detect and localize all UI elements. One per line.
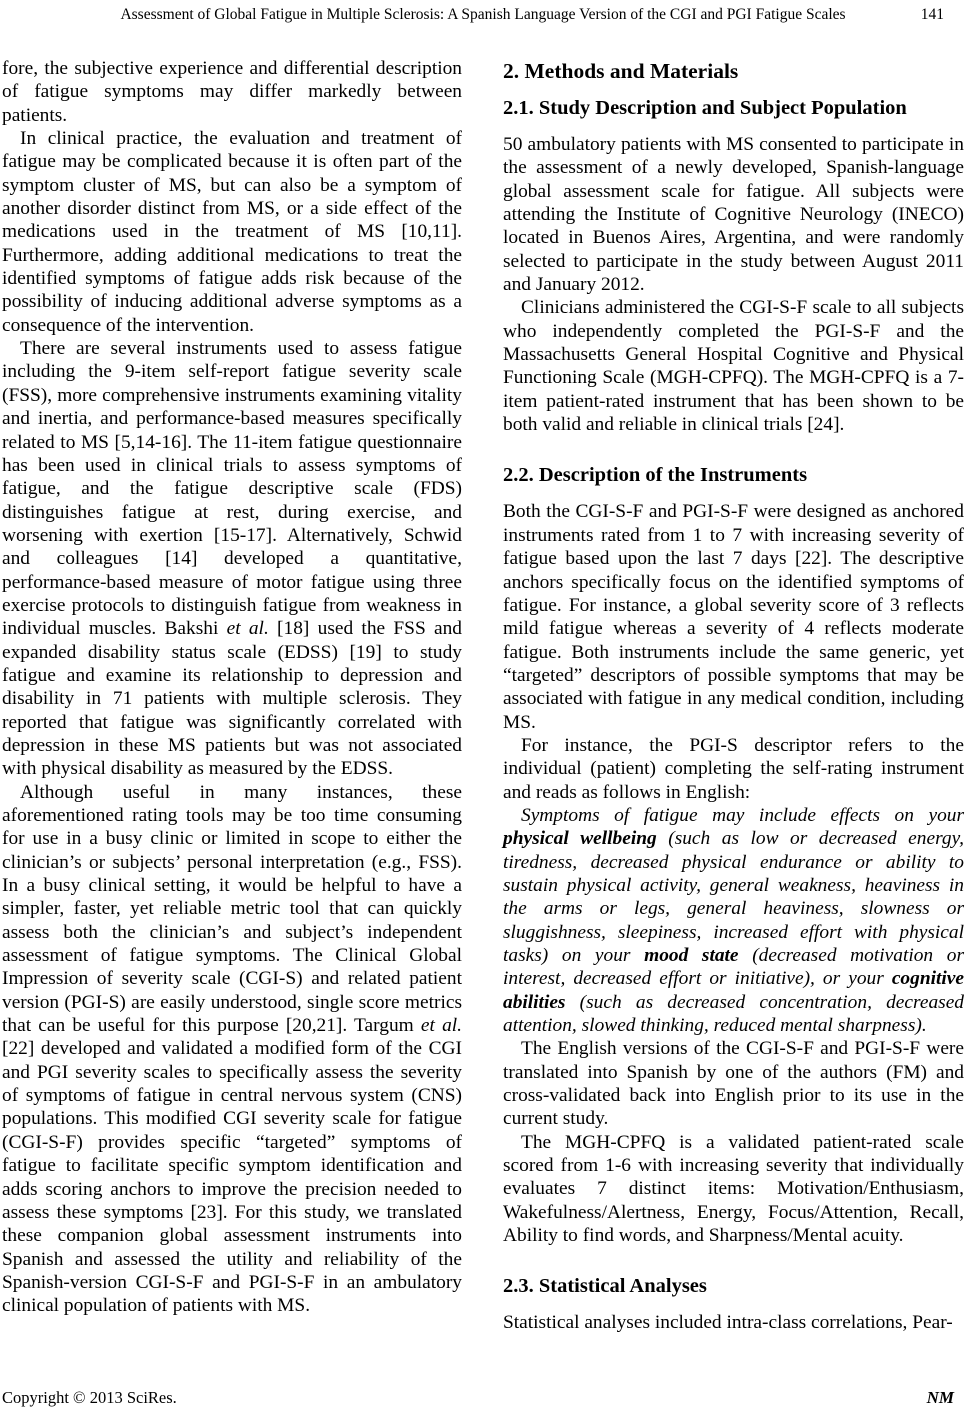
text-run: [22] developed and validated a modified form of the CGI and PGI severity scales to specifically assess the severity of symptoms of fatigue in central nervous system (CNS) populations. This modified CGI severity scale for fatigue (CGI-S-F) provides specific “targeted” symptoms of fatigue to facilitate specific symptom identification and adds scoring anchors to improve the precision needed to assess these symptoms [23]. For this study, we translated these companion global assessment instruments into Spanish and assessed the utility and reliability of the Spanish-version CGI-S-F and PGI-S-F in an ambulatory clinical population of patients with MS. [2,1038,462,1317]
text-run: 50 ambulatory patients with MS consented to participate in the assessment of a newly developed, Spanish-language global assessment scale for fatigue. All subjects were attending the Institute of Cognitive Neurology (INECO) located in Buenos Aires, Argentina, and were randomly selected to participate in the study between August 2011 and January 2012. [503,134,964,296]
running-head-title: Assessment of Global Fatigue in Multiple Sclerosis: A Spanish Language Version of the CGI and PGI Fatigue Scales [120,6,846,23]
text-run: [18] used the FSS and expanded disability status scale (EDSS) [19] to study fatigue and examine its relationship to depression and disability in 71 patients with multiple sclerosis. They reported that fatigue was significantly correlated with depression in these MS patients but was not associated with physical disability as measured by the EDSS. [2,618,462,780]
subsection-heading-study-description: 2.1. Study Description and Subject Population [503,97,907,119]
text-run: Both the CGI-S-F and PGI-S-F were designed as anchored instruments rated from 1 to 7 with increasing severity of fatigue based upon the last 7 days [22]. The descriptive anchors specifically focus on the identified symptoms of fatigue. For instance, a global severity score of 3 reflects mild fatigue whereas a severity of 4 reflects moderate fatigue. Both instruments include the same generic, yet “targeted” descriptors of possible symptoms that may be associated with fatigue in any medical condition, including MS. [503,501,964,733]
text-run: et al. [420,1015,462,1037]
text-run: Although useful in many instances, these aforementioned rating tools may be too time consuming for use in a busy clinic or limited in scope to either the clinician’s or subjects’ personal interpretation (e.g., FSS). In a busy clinical setting, it would be helpful to have a simpler, faster, yet reliable metric tool that can quickly assess both the clinician’s and subject’s independent assessment of fatigue symptoms. The Clinical Global Impression of severity scale (CGI-S) and related patient version (PGI-S) are easily understood, single score metrics that can be useful for this purpose [20,21]. Targum [2,781,462,1037]
text-run: physical wellbeing [503,828,657,850]
paragraph [2,127,462,337]
text-run: (such as low or decreased energy, tiredness, decreased physical endurance or ability to sustain physical activity, general weakness, heaviness in the arms or legs, general heaviness, slowness or sluggishness, sleepiness, increased effort with physical tasks) on your [503,828,964,966]
paragraph [2,781,462,1318]
paragraph [2,337,462,781]
left-column [2,57,462,1318]
paragraph [503,1311,964,1334]
page-number: 141 [920,6,944,23]
paragraph-descriptor-quote [503,804,964,1037]
paragraph [503,133,964,296]
text-run: (decreased motivation or interest, decreased effort or initiative), or your [503,945,964,990]
section-heading-methods: 2. Methods and Materials [503,59,739,83]
paragraph [503,1131,964,1248]
text-run: In clinical practice, the evaluation and treatment of fatigue may be complicated because it is often part of the symptom cluster of MS, but can also be a symptom of another disorder distinct from MS, or a side effect of the medications used in the treatment of MS [10,11]. Furthermore, adding additional medications to treat the identified symptoms of fatigue adds risk because of the possibility of inducing additional adverse symptoms as a consequence of the intervention. [2,128,462,336]
paragraph [503,1037,964,1130]
paragraph [503,734,964,804]
text-run: Statistical analyses included intra-class correlations, Pear- [503,1312,953,1334]
text-run: et al. [226,618,269,640]
paragraph [2,57,462,127]
copyright-notice: Copyright © 2013 SciRes. [2,1388,177,1407]
subsection-heading-statistical-analyses: 2.3. Statistical Analyses [503,1275,707,1298]
text-run: Symptoms of fatigue may include effects on your [521,804,964,826]
journal-abbreviation: NM [926,1388,954,1407]
text-run: (such as decreased concentration, decreased attention, slowed thinking, reduced mental sharpness). [503,991,964,1037]
text-run: fore, the subjective experience and differential description of fatigue symptoms may differ markedly between patients. [2,58,462,126]
text-run: cognitive abilities [503,968,964,1013]
text-run: The English versions of the CGI-S-F and PGI-S-F were translated into Spanish by one of the authors (FM) and cross-validated back into English prior to its use in the current study. [503,1038,964,1130]
text-run: There are several instruments used to assess fatigue including the 9-item self-report fatigue severity scale (FSS), more comprehensive instruments examining vitality and inertia, and performance-based measures specifically related to MS [5,14-16]. The 11-item fatigue questionnaire has been used in clinical trials to assess symptoms of fatigue, and the fatigue descriptive scale (FDS) distinguishes fatigue at rest, during exercise, and worsening with exertion [15-17]. Alternatively, Schwid and colleagues [14] developed a quantitative, performance-based measure of motor fatigue using three exercise protocols to distinguish fatigue from weakness in individual muscles. Bakshi [2,338,462,640]
paragraph [503,500,964,733]
subsection-heading-instruments: 2.2. Description of the Instruments [503,464,808,487]
text-run: For instance, the PGI-S descriptor refers to the individual (patient) completing the self-rating instrument and reads as follows in English: [503,734,964,803]
text-run: mood state [644,945,739,966]
paragraph [503,296,964,436]
right-column [503,57,964,1335]
text-run: The MGH-CPFQ is a validated patient-rated scale scored from 1-6 with increasing severity that individually evaluates 7 distinct items: Motivation/Enthusiasm, Wakefulness/Alertness, Energy, Focus/Attention, Recall, Ability to find words, and Sharpness/Mental acuity. [503,1131,964,1247]
text-run: Clinicians administered the CGI-S-F scale to all subjects who independently completed the PGI-S-F and the Massachusetts General Hospital Cognitive and Physical Functioning Scale (MGH-CPFQ). The MGH-CPFQ is a 7-item patient-rated instrument that has been shown to be both valid and reliable in clinical trials [24]. [503,297,964,436]
